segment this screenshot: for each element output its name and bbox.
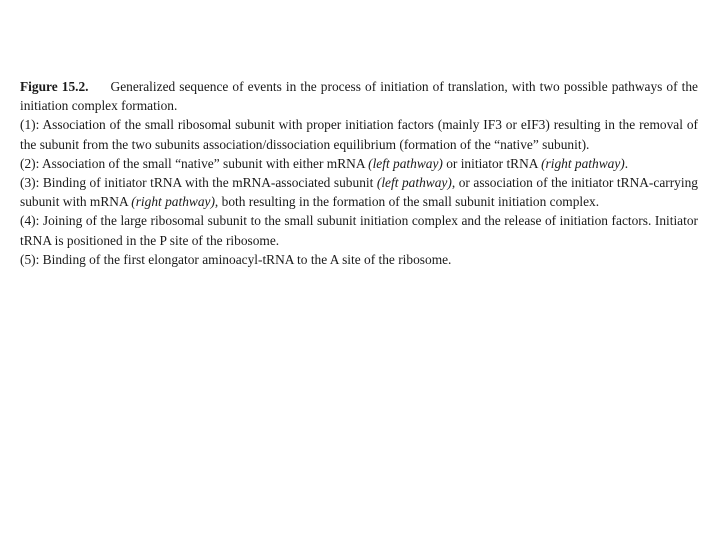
step-5: [20, 250, 698, 269]
step-2: [20, 154, 698, 173]
step-2-text: (2): Association of the small “native” subunit with either mRNA: [20, 155, 369, 171]
step-2-left-pathway: (left pathway): [368, 155, 443, 171]
step-5-text: (5): Binding of the first elongator aminoacyl-tRNA to the A site of the ribosome.: [20, 251, 452, 267]
step-3-suffix: , both resulting in the formation of the small subunit initiation complex.: [214, 194, 600, 210]
step-3-left-pathway: (left pathway): [376, 175, 452, 191]
step-4: [20, 211, 698, 249]
figure-heading: [20, 77, 698, 115]
step-2-suffix: .: [624, 155, 629, 171]
step-4-text: (4): Joining of the large ribosomal subunit to the small subunit initiation complex and the release of initiation factors. Initiator tRNA is positioned in the P site of the ribosome.: [20, 213, 698, 248]
step-3: [20, 173, 698, 211]
step-1: [20, 115, 698, 153]
step-1-text: (1): Association of the small ribosomal subunit with proper initiation factors (mainly IF3 or eIF3) resulting in the removal of the subunit from the two subunits association/dissociation equilibrium (formation of the “native” subunit).: [20, 117, 698, 152]
step-3-right-pathway: (right pathway): [131, 194, 215, 210]
step-3-middle: , or association of the initiator tRNA-carrying subunit with mRNA: [20, 175, 698, 210]
figure-title: Generalized sequence of events in the process of initiation of translation, with two possible pathways of the initiation complex formation.: [20, 79, 698, 114]
step-3-text: (3): Binding of initiator tRNA with the mRNA-associated subunit: [20, 175, 377, 191]
figure-label: Figure 15.2.: [20, 79, 89, 94]
step-2-right-pathway: (right pathway): [541, 155, 625, 171]
step-2-middle: or initiator tRNA: [442, 155, 542, 171]
figure-caption: [20, 77, 698, 269]
